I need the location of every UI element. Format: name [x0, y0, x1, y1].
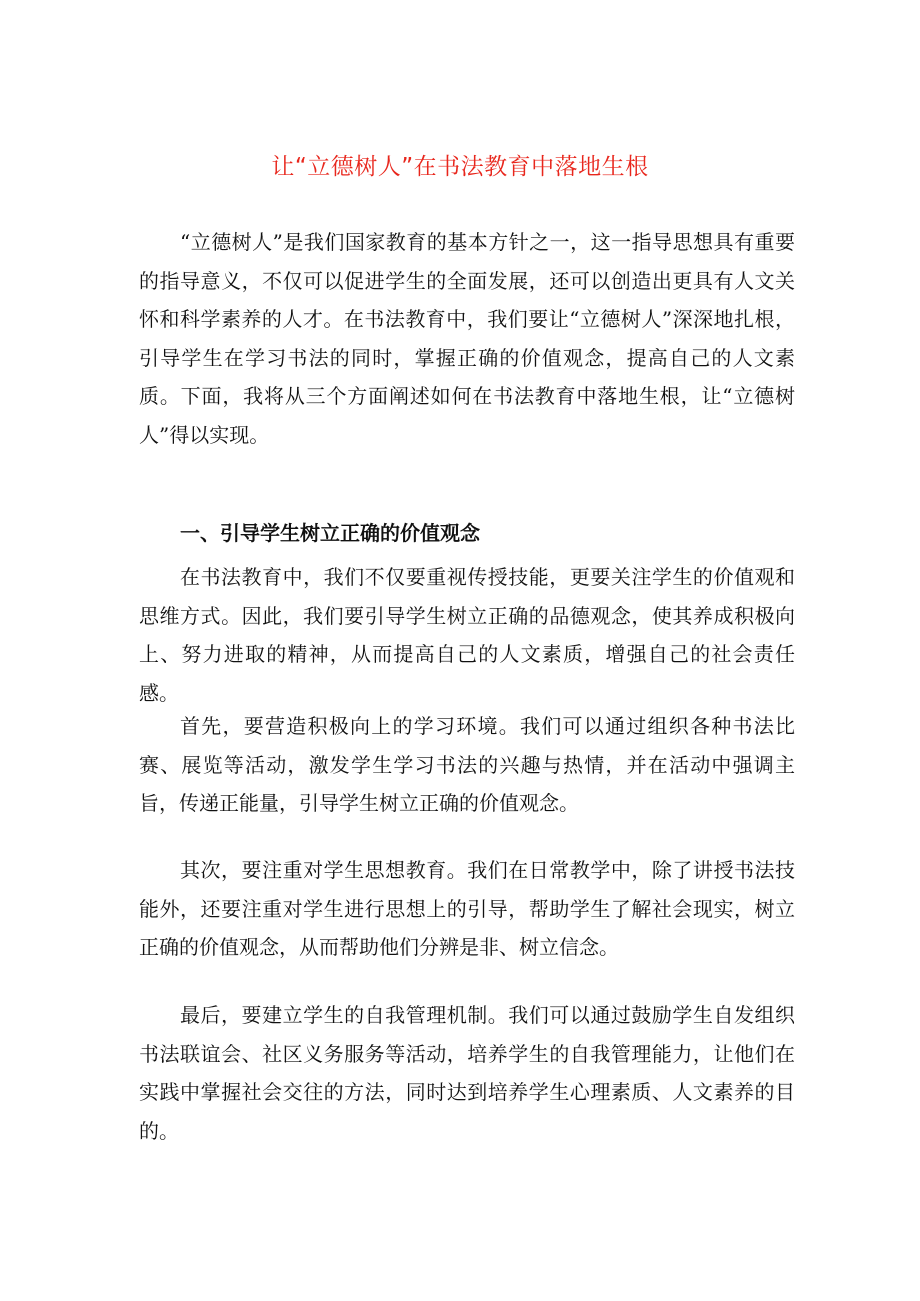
section-paragraph-3: 其次，要注重对学生思想教育。我们在日常教学中，除了讲授书法技能外，还要注重对学生进行思想上的引导，帮助学生了解社会现实，树立正确的价值观念，从而帮助他们分辨是非、树立信念。 — [139, 858, 795, 960]
document-title: 让“立德树人”在书法教育中落地生根 — [271, 154, 649, 180]
section-paragraph-1: 在书法教育中，我们不仅要重视传授技能，更要关注学生的价值观和思维方式。因此，我们要引导学生树立正确的品德观念，使其养成积极向上、努力进取的精神，从而提高自己的人文素质，增强自己的社会责任感。 — [139, 565, 795, 705]
section-heading: 一、引导学生树立正确的价值观念 — [180, 521, 480, 545]
section-paragraph-2: 首先，要营造积极向上的学习环境。我们可以通过组织各种书法比赛、展览等活动，激发学生学习书法的兴趣与热情，并在活动中强调主旨，传递正能量，引导学生树立正确的价值观念。 — [139, 714, 795, 816]
section-paragraph-4: 最后，要建立学生的自我管理机制。我们可以通过鼓励学生自发组织书法联谊会、社区义务服务等活动，培养学生的自我管理能力，让他们在实践中掌握社会交往的方法，同时达到培养学生心理素质、人文素养的目的。 — [139, 1003, 795, 1143]
intro-paragraph: “立德树人”是我们国家教育的基本方针之一，这一指导思想具有重要的指导意义，不仅可以促进学生的全面发展，还可以创造出更具有人文关怀和科学素养的人才。在书法教育中，我们要让“立德树人”深深地扎根，引导学生在学习书法的同时，掌握正确的价值观念，提高自己的人文素质。下面，我将从三个方面阐述如何在书法教育中落地生根，让“立德树人”得以实现。 — [139, 230, 795, 447]
